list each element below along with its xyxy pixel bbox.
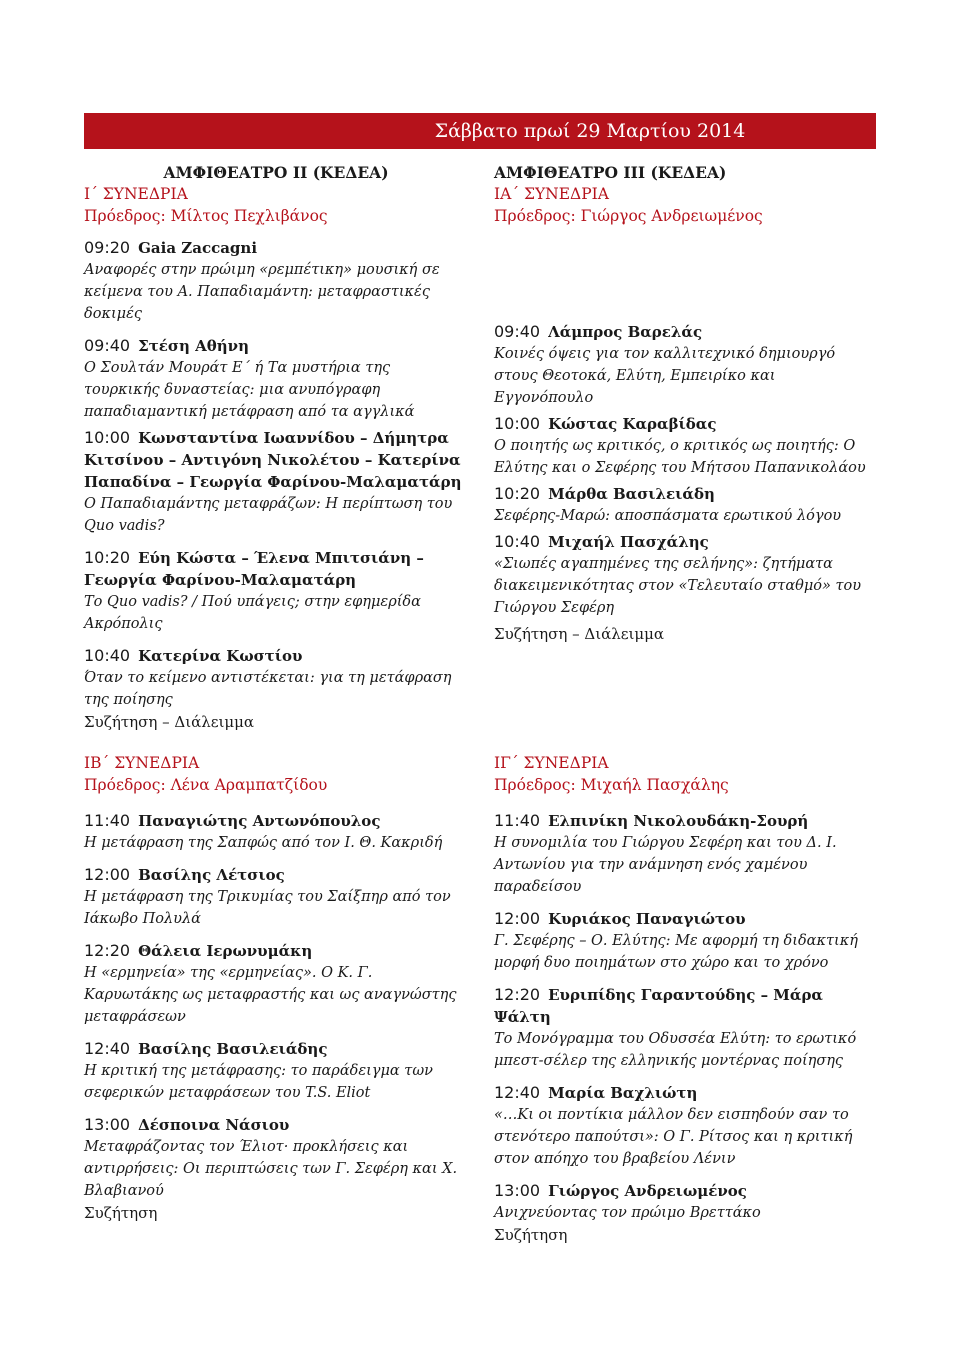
talk-speaker: Θάλεια Ιερωνυμάκη bbox=[138, 942, 313, 960]
talk-time: 11:40 bbox=[84, 811, 131, 830]
talk-time: 10:00 bbox=[84, 428, 131, 447]
talk-speaker: Μάρθα Βασιλειάδη bbox=[548, 485, 715, 503]
session-title: ΙΓ΄ ΣΥΝΕΔΡΙΑ bbox=[494, 754, 609, 772]
session-title: ΙΒ΄ ΣΥΝΕΔΡΙΑ bbox=[84, 754, 200, 772]
talk-time: 12:40 bbox=[494, 1083, 541, 1102]
talk-title: Όταν το κείμενο αντιστέκεται: για τη μετάφραση της ποίησης bbox=[84, 670, 452, 708]
talk-time: 13:00 bbox=[84, 1115, 131, 1134]
talk-title: Η μετάφραση της Τρικυμίας του Σαίξπηρ από τον Ιάκωβο Πολυλά bbox=[84, 889, 451, 927]
date-banner bbox=[84, 113, 876, 149]
talk-item bbox=[494, 321, 878, 409]
talk-speaker: Κυριάκος Παναγιώτου bbox=[548, 910, 746, 928]
talk-speaker: Βασίλης Λέτσιος bbox=[138, 866, 285, 884]
talk-item bbox=[84, 940, 468, 1028]
venue-title: ΑΜΦΙΘΕΑΤΡΟ ΙΙΙ (ΚΕΔΕΑ) bbox=[494, 163, 727, 182]
talk-title: Το Quo vadis? / Πού υπάγεις; στην εφημερίδα Ακρόπολις bbox=[84, 594, 421, 632]
talk-speaker: Εύη Κώστα – Έλενα Μπιτσιάνη – Γεωργία Φαρίνου-Μαλαματάρη bbox=[84, 549, 424, 589]
talk-time: 10:40 bbox=[494, 532, 541, 551]
talk-time: 13:00 bbox=[494, 1181, 541, 1200]
closing-note: Συζήτηση bbox=[84, 1204, 158, 1222]
talk-title: Ο Παπαδιαμάντης μεταφράζων: Η περίπτωση του Quo vadis? bbox=[84, 496, 453, 534]
session-10 bbox=[84, 163, 468, 733]
talk-speaker: Κωνσταντίνα Ιωαννίδου – Δήμητρα Κιτσίνου – Αντιγόνη Νικολέτου – Κατερίνα Παπαδίνα – Γεωργία Φαρίνου-Μαλαματάρη bbox=[84, 429, 462, 491]
talk-item bbox=[84, 810, 468, 854]
talk-item bbox=[494, 908, 878, 974]
talk-title: Κοινές όψεις για τον καλλιτεχνικό δημιουργό στους Θεοτοκά, Ελύτη, Εμπειρίκο και Εγγονόπουλο bbox=[494, 346, 836, 406]
talk-time: 12:00 bbox=[84, 865, 131, 884]
talk-speaker: Gaia Zaccagni bbox=[138, 239, 258, 257]
session-title: ΙΑ΄ ΣΥΝΕΔΡΙΑ bbox=[494, 185, 610, 203]
talk-title: Το Μονόγραμμα του Οδυσσέα Ελύτη: το ερωτικό μπεστ-σέλερ της ελληνικής μοντέρνας ποίησης bbox=[494, 1031, 857, 1069]
talk-item bbox=[494, 1180, 878, 1224]
talk-speaker: Μαρία Βαχλιώτη bbox=[548, 1084, 698, 1102]
talk-speaker: Ελπινίκη Νικολουδάκη-Σουρή bbox=[548, 812, 809, 830]
talk-item bbox=[84, 864, 468, 930]
session-12 bbox=[84, 752, 468, 1224]
date-banner-text: Σάββατο πρωί 29 Μαρτίου 2014 bbox=[434, 120, 746, 142]
talk-title: Ο Σουλτάν Μουράτ Ε΄ ή Τα μυστήρια της τουρκικής δυναστείας: μια ανυπόγραφη παπαδιαμαντική μετάφραση από τα αγγλικά bbox=[84, 360, 415, 420]
talk-item bbox=[84, 1038, 468, 1104]
talk-speaker: Λάμπρος Βαρελάς bbox=[548, 323, 703, 341]
talk-item bbox=[494, 1082, 878, 1170]
talk-item bbox=[84, 547, 468, 635]
talk-time: 11:40 bbox=[494, 811, 541, 830]
session-13 bbox=[494, 752, 878, 1246]
talk-item bbox=[494, 413, 878, 479]
talk-time: 10:20 bbox=[84, 548, 131, 567]
talk-speaker: Στέση Αθήνη bbox=[138, 337, 249, 355]
talk-item bbox=[494, 984, 878, 1072]
talk-title: Ο ποιητής ως κριτικός, ο κριτικός ως ποιητής: Ο Ελύτης και ο Σεφέρης του Μήτσου Παπανικολάου bbox=[494, 438, 866, 476]
talk-item bbox=[84, 427, 468, 537]
session-title: Ι΄ ΣΥΝΕΔΡΙΑ bbox=[84, 185, 188, 203]
talk-title: Η κριτική της μετάφρασης: το παράδειγμα των σεφερικών μεταφράσεων του T.S. Eliot bbox=[84, 1063, 433, 1101]
talk-speaker: Μιχαήλ Πασχάλης bbox=[548, 533, 709, 551]
talk-speaker: Γιώργος Ανδρειωμένος bbox=[548, 1182, 747, 1200]
talk-item bbox=[84, 1114, 468, 1202]
venue-title: ΑΜΦΙΘΕΑΤΡΟ ΙΙ (ΚΕΔΕΑ) bbox=[163, 163, 389, 182]
closing-note: Συζήτηση – Διάλειμμα bbox=[84, 713, 255, 731]
talk-speaker: Ευριπίδης Γαραντούδης – Μάρα Ψάλτη bbox=[494, 986, 823, 1026]
talk-speaker: Δέσποινα Νάσιου bbox=[138, 1116, 290, 1134]
talk-title: Γ. Σεφέρης – Ο. Ελύτης: Με αφορμή τη διδακτική μορφή δυο ποιημάτων στο χώρο και το χρόνο bbox=[494, 933, 858, 971]
closing-note: Συζήτηση bbox=[494, 1226, 568, 1244]
talk-speaker: Κώστας Καραβίδας bbox=[548, 415, 717, 433]
talk-time: 12:40 bbox=[84, 1039, 131, 1058]
talk-item bbox=[84, 237, 468, 325]
talk-item bbox=[494, 483, 878, 527]
talk-time: 10:20 bbox=[494, 484, 541, 503]
talk-item bbox=[494, 810, 878, 898]
talk-time: 10:40 bbox=[84, 646, 131, 665]
talk-item bbox=[84, 645, 468, 711]
session-chair: Πρόεδρος: Γιώργος Ανδρειωμένος bbox=[494, 207, 763, 225]
closing-note: Συζήτηση – Διάλειμμα bbox=[494, 625, 665, 643]
talk-speaker: Βασίλης Βασιλειάδης bbox=[138, 1040, 328, 1058]
talk-title: «Σιωπές αγαπημένες της σελήνης»: ζητήματα διακειμενικότητας στον «Τελευταίο σταθμό» του Γιώργου Σεφέρη bbox=[494, 556, 862, 616]
talk-title: Η συνομιλία του Γιώργου Σεφέρη και του Δ. Ι. Αντωνίου για την ανάμνηση ενός χαμένου παραδείσου bbox=[494, 835, 837, 895]
talk-speaker: Κατερίνα Κωστίου bbox=[138, 647, 303, 665]
talk-time: 09:40 bbox=[84, 336, 131, 355]
talk-speaker: Παναγιώτης Αντωνόπουλος bbox=[138, 812, 381, 830]
session-chair: Πρόεδρος: Μίλτος Πεχλιβάνος bbox=[84, 207, 328, 225]
talk-title: Η μετάφραση της Σαπφώς από τον Ι. Θ. Κακριδή bbox=[84, 835, 443, 851]
talk-title: Η «ερμηνεία» της «ερμηνείας». Ο Κ. Γ. Καρυωτάκης ως μεταφραστής και ως αναγνώστης μεταφράσεων bbox=[84, 965, 457, 1025]
session-11 bbox=[494, 163, 878, 645]
talk-title: Αναφορές στην πρώιμη «ρεμπέτικη» μουσική σε κείμενα του Α. Παπαδιαμάντη: μεταφραστικές δοκιμές bbox=[84, 262, 440, 322]
session-chair: Πρόεδρος: Μιχαήλ Πασχάλης bbox=[494, 776, 729, 794]
talk-time: 12:20 bbox=[494, 985, 541, 1004]
talk-title: «…Κι οι ποντίκια μάλλον δεν εισπηδούν σαν το στενότερο παπούτσι»: Ο Γ. Ρίτσος και η κριτική στον απόηχο του βραβείου Λένιν bbox=[494, 1107, 853, 1167]
talk-title: Σεφέρης-Μαρώ: αποσπάσματα ερωτικού λόγου bbox=[494, 508, 842, 524]
talk-time: 10:00 bbox=[494, 414, 541, 433]
talk-time: 12:00 bbox=[494, 909, 541, 928]
talk-item bbox=[84, 335, 468, 423]
session-chair: Πρόεδρος: Λένα Αραμπατζίδου bbox=[84, 776, 328, 794]
talk-title: Ανιχνεύοντας τον πρώιμο Βρεττάκο bbox=[494, 1205, 761, 1221]
talk-title: Μεταφράζοντας τον Έλιοτ· προκλήσεις και αντιρρήσεις: Οι περιπτώσεις των Γ. Σεφέρη και Χ. Βλαβιανού bbox=[84, 1139, 458, 1199]
talk-time: 12:20 bbox=[84, 941, 131, 960]
talk-time: 09:40 bbox=[494, 322, 541, 341]
talk-time: 09:20 bbox=[84, 238, 131, 257]
talk-item bbox=[494, 531, 878, 619]
